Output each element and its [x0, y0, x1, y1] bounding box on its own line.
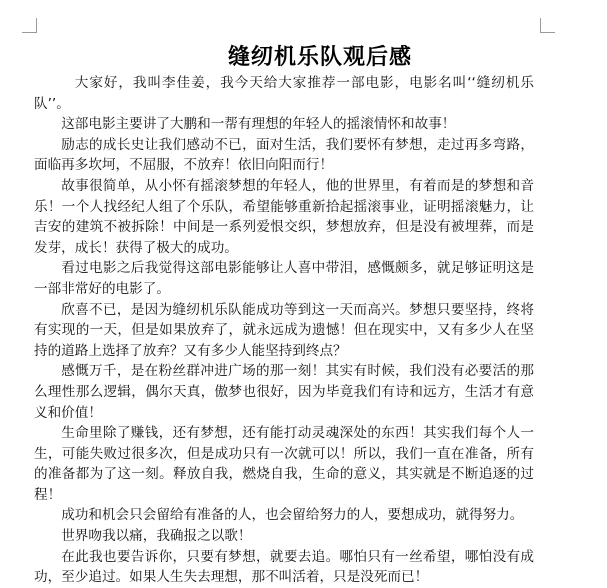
paragraph: 故事很简单，从小怀有摇滚梦想的年轻人，他的世界里，有着而是的梦想和音乐！一个人找经纪人组了个乐队，希望能够重新拾起摇滚事业，证明摇滚魅力，让吉安的建筑不被拆除！中间是一系列爱恨交织，梦想放弃，但是没有被埋葬，而是发芽，成长！获得了极大的成功。 [34, 177, 534, 256]
paragraph: 感慨万千，是在粉丝群冲进广场的那一刻！其实有时候，我们没有必要活的那么理性那么逻辑，偶尔天真，傲梦也很好，因为毕竟我们有诗和远方，生活才有意义和价值！ [34, 363, 534, 421]
paragraph: 大家好，我叫李佳姜，我今天给大家推荐一部电影，电影名叫‘‘缝纫机乐队’’。 [34, 75, 534, 112]
page-corner-mark-top-right [540, 18, 555, 33]
document-title: 缝纫机乐队观后感 [227, 45, 412, 70]
paragraph: 看过电影之后我觉得这部电影能够让人喜中带泪，感慨颇多，就足够证明这是一部非常好的电影了。 [34, 260, 534, 297]
paragraph: 励志的成长史让我们感动不已，面对生活，我们要怀有梦想，走过再多弯路，面临再多坎坷，不屈服，不放弃！依旧向阳而行！ [34, 136, 534, 174]
paragraph: 欣喜不已，是因为缝纫机乐队能成功等到这一天而高兴。梦想只要坚持，终将有实现的一天，但是如果放弃了，就永远成为遗憾！但在现实中，又有多少人在坚持的道路上选择了放弃？又有多少人能坚持到终点？ [34, 301, 534, 359]
document-body [34, 73, 534, 588]
paragraph: 生命里除了赚钱，还有梦想，还有能打动灵魂深处的东西！其实我们每个人一生，可能失败过很多次，但是成功只有一次就可以！所以，我们一直在准备，所有的准备都为了这一刻。释放自我，燃烧自我，生命的意义，其实就是不断追逐的过程！ [34, 425, 534, 503]
paragraph: 世界吻我以痛，我确报之以歌！ [61, 528, 252, 545]
paragraph: 在此我也要告诉你，只要有梦想，就要去追。哪怕只有一丝希望，哪怕没有成功，至少追过。如果人生失去理想，那不叫活着，只是没死而已！ [34, 548, 534, 586]
page-corner-mark-top-left [22, 18, 37, 33]
paragraph: 这部电影主要讲了大鹏和一帮有理想的年轻人的摇滚情怀和故事！ [61, 116, 456, 133]
paragraph: 成功和机会只会留给有准备的人，也会留给努力的人，要想成功，就得努力。 [61, 507, 524, 524]
